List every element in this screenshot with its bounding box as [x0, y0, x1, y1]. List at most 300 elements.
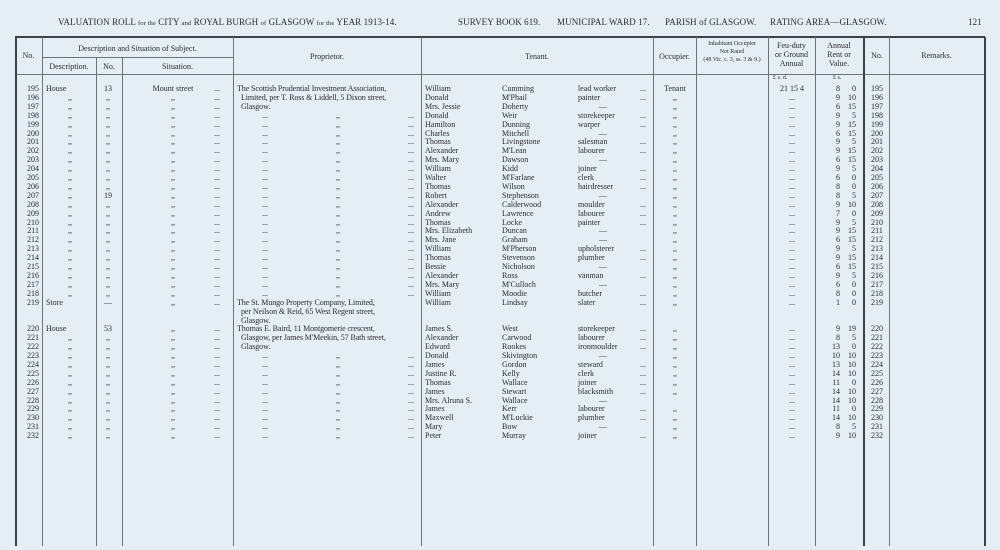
rent-shillings: 15 — [848, 155, 856, 165]
proprietor-dots: ... — [262, 422, 268, 432]
house-number: 53 — [104, 324, 112, 334]
occupation-dots: ... — [640, 324, 646, 334]
description: ,, — [68, 368, 72, 378]
col-annual-rent — [815, 41, 863, 68]
survey-book: SURVEY BOOK 619. — [458, 17, 541, 27]
rent-shillings: 15 — [848, 226, 856, 236]
house-number: ,, — [106, 359, 110, 369]
col-feu-line: Annual — [779, 59, 804, 68]
tenant-occupation: painter — [578, 92, 601, 102]
tenant-occupation: storekeeper — [578, 324, 615, 334]
proprietor-dots: ... — [408, 377, 414, 387]
situation-dots: ... — [214, 253, 220, 263]
description: ,, — [68, 253, 72, 263]
house-number: ,, — [106, 431, 110, 441]
tenant-first-name: Walter — [425, 173, 447, 182]
table-row — [0, 244, 1000, 253]
occupier: ,, — [673, 92, 677, 102]
entry-no-right: 200 — [871, 128, 883, 138]
tenant-occupation: — — [599, 262, 607, 271]
col-situation: Situation. — [162, 62, 193, 71]
description: ,, — [68, 342, 72, 352]
description: ,, — [68, 92, 72, 102]
feu-duty: ... — [789, 359, 795, 369]
rent-shillings: 10 — [848, 368, 856, 378]
occupier: ,, — [673, 226, 677, 236]
table-row — [0, 137, 1000, 146]
situation-dots: ... — [214, 395, 220, 405]
table-row — [0, 146, 1000, 155]
entry-no-right: 232 — [871, 431, 883, 441]
table-row — [0, 191, 1000, 200]
rent-pounds: 14 — [832, 395, 840, 405]
tenant-occupation: — — [599, 279, 607, 289]
tenant-first-name: Mrs. Jessie — [425, 101, 461, 111]
occupation-dots: ... — [640, 359, 646, 369]
situation-dots: ... — [214, 128, 220, 138]
proprietor-dots: ... — [408, 368, 414, 378]
entry-no-right: 227 — [871, 386, 883, 396]
proprietor-ditto: ,, — [336, 431, 340, 441]
description: ,, — [68, 190, 72, 200]
tenant-surname: Calderwood — [502, 199, 542, 209]
tenant-surname: Gordon — [502, 359, 527, 369]
description: ,, — [68, 235, 72, 245]
proprietor-dots: ... — [408, 270, 414, 280]
entry-no: 229 — [27, 404, 39, 414]
rent-shillings: 5 — [852, 244, 856, 254]
occupier: ,, — [673, 368, 677, 378]
house-number: ,, — [106, 386, 110, 396]
title-text: YEAR 1913-14. — [336, 17, 397, 27]
feu-duty: ... — [789, 431, 795, 441]
entry-no: 214 — [27, 253, 39, 263]
proprietor-dots: ... — [408, 173, 414, 182]
situation-dots: ... — [214, 244, 220, 254]
occupier: ,, — [673, 333, 677, 343]
entry-no: 221 — [27, 333, 39, 343]
house-number: ,, — [106, 155, 110, 165]
house-number: ,, — [106, 208, 110, 218]
occupier: ,, — [673, 422, 677, 432]
table-row — [0, 209, 1000, 218]
proprietor-dots: ... — [262, 155, 268, 165]
occupier: ,, — [673, 351, 677, 360]
tenant-surname: Murray — [502, 431, 526, 441]
table-row — [0, 182, 1000, 191]
proprietor-dots: ... — [408, 164, 414, 174]
tenant-first-name: Hamilton — [425, 119, 456, 129]
situation-dots: ... — [214, 217, 220, 227]
rent-shillings: 0 — [852, 84, 856, 93]
rent-shillings: 10 — [848, 351, 856, 360]
proprietor-line: The St. Mungo Property Company, Limited, — [237, 297, 375, 307]
entry-no-right: 203 — [871, 155, 883, 165]
situation-dots: ... — [214, 413, 220, 423]
tenant-first-name: William — [425, 297, 451, 307]
situation-dots: ... — [214, 235, 220, 245]
situation-dots: ... — [214, 119, 220, 129]
tenant-surname: Stephenson — [502, 190, 539, 200]
tenant-first-name: Donald — [425, 110, 449, 120]
occupier: ,, — [673, 431, 677, 441]
entry-no-right: 207 — [871, 190, 883, 200]
proprietor-dots: ... — [408, 217, 414, 227]
occupier: ,, — [673, 359, 677, 369]
col-remarks: Remarks. — [921, 51, 952, 60]
proprietor-ditto: ,, — [336, 119, 340, 129]
col-desc-situation: Description and Situation of Subject. — [78, 44, 197, 53]
description: ,, — [68, 288, 72, 298]
situation-dots: ... — [214, 190, 220, 200]
situation-dots: ... — [214, 208, 220, 218]
proprietor-line: per Neilson & Reid, 65 West Regent street, — [241, 306, 375, 316]
tenant-surname: Doherty — [502, 101, 529, 111]
entry-no-right: 231 — [871, 422, 883, 432]
entry-no-right: 196 — [871, 92, 883, 102]
proprietor-ditto: ,, — [336, 270, 340, 280]
situation: ,, — [171, 351, 175, 360]
house-number: ,, — [106, 351, 110, 360]
rent-pounds: 8 — [836, 422, 840, 432]
tenant-occupation: salesman — [578, 137, 608, 147]
situation-dots: ... — [214, 146, 220, 156]
rent-shillings: 5 — [852, 137, 856, 147]
col-feu-duty — [768, 41, 815, 68]
proprietor-dots: ... — [408, 386, 414, 396]
table-row — [0, 84, 1000, 93]
table-row — [0, 342, 1000, 351]
proprietor-dots: ... — [408, 208, 414, 218]
occupier: ,, — [673, 119, 677, 129]
entry-no-right: 199 — [871, 119, 883, 129]
rent-shillings: 10 — [848, 386, 856, 396]
proprietor-dots: ... — [262, 137, 268, 147]
tenant-occupation: — — [599, 422, 607, 432]
description: ,, — [68, 422, 72, 432]
table-row — [0, 378, 1000, 387]
entry-no-right: 214 — [871, 253, 883, 263]
occupier: ,, — [673, 173, 677, 182]
proprietor-ditto: ,, — [336, 386, 340, 396]
proprietor-ditto: ,, — [336, 253, 340, 263]
situation-dots: ... — [214, 155, 220, 165]
tenant-occupation: joiner — [578, 431, 597, 441]
house-number: ,, — [106, 262, 110, 271]
entry-no: 207 — [27, 190, 39, 200]
proprietor-dots: ... — [408, 422, 414, 432]
rent-pounds: 6 — [836, 101, 840, 111]
situation-dots: ... — [214, 351, 220, 360]
description: Store — [46, 297, 63, 307]
occupation-dots: ... — [640, 253, 646, 263]
tenant-occupation: — — [599, 155, 607, 165]
rent-pounds: 9 — [836, 199, 840, 209]
tenant-first-name: Mrs. Elizabeth — [425, 226, 473, 236]
proprietor-ditto: ,, — [336, 137, 340, 147]
situation-dots: ... — [214, 262, 220, 271]
proprietor-ditto: ,, — [336, 413, 340, 423]
occupation-dots: ... — [640, 288, 646, 298]
feu-duty: ... — [789, 217, 795, 227]
feu-duty: ... — [789, 137, 795, 147]
situation: ,, — [171, 173, 175, 182]
situation: ,, — [171, 190, 175, 200]
proprietor-dots: ... — [262, 377, 268, 387]
rent-pounds: 9 — [836, 431, 840, 441]
house-number: ,, — [106, 110, 110, 120]
proprietor-dots: ... — [262, 110, 268, 120]
rent-shillings: 15 — [848, 101, 856, 111]
rent-pounds: 9 — [836, 146, 840, 156]
rent-shillings: 5 — [852, 110, 856, 120]
col-tenant: Tenant. — [525, 52, 549, 61]
tenant-surname: Skivington — [502, 351, 538, 360]
proprietor-dots: ... — [262, 270, 268, 280]
tenant-first-name: Maxwell — [425, 413, 454, 423]
situation: ,, — [171, 270, 175, 280]
rent-shillings: 10 — [848, 199, 856, 209]
tenant-occupation: butcher — [578, 288, 602, 298]
roll-title — [58, 17, 397, 27]
occupier: ,, — [673, 342, 677, 352]
entry-no: 196 — [27, 92, 39, 102]
description: House — [46, 324, 67, 334]
table-row — [0, 200, 1000, 209]
entry-no: 203 — [27, 155, 39, 165]
table-row — [0, 351, 1000, 360]
situation: ,, — [171, 386, 175, 396]
col-inhabitant-line: Inhabitant Occupier — [708, 41, 756, 47]
col-rent-line: Rent or — [827, 50, 851, 59]
rent-pounds: 14 — [832, 386, 840, 396]
house-number: 13 — [104, 84, 112, 93]
rent-pounds: 10 — [832, 351, 840, 360]
tenant-first-name: James S. — [425, 324, 453, 334]
situation: ,, — [171, 262, 175, 271]
proprietor-line: Thomas E. Baird, 11 Montgomerie crescent, — [237, 324, 375, 334]
tenant-occupation: labourer — [578, 146, 605, 156]
proprietor-dots: ... — [262, 288, 268, 298]
occupation-dots: ... — [640, 110, 646, 120]
entry-no-right: 198 — [871, 110, 883, 120]
occupation-dots: ... — [640, 119, 646, 129]
feu-duty: ... — [789, 190, 795, 200]
tenant-occupation: vanman — [578, 270, 604, 280]
rent-shillings: 15 — [848, 235, 856, 245]
table-row — [0, 280, 1000, 289]
proprietor-ditto: ,, — [336, 377, 340, 387]
occupier: ,, — [673, 377, 677, 387]
entry-no: 213 — [27, 244, 39, 254]
rent-shillings: 10 — [848, 431, 856, 441]
house-number: ,, — [106, 137, 110, 147]
tenant-first-name: Bessie — [425, 262, 446, 271]
title-text: VALUATION ROLL — [58, 17, 136, 27]
entry-no: 231 — [27, 422, 39, 432]
rent-pounds: 9 — [836, 270, 840, 280]
situation: ,, — [171, 288, 175, 298]
entry-no-right: 205 — [871, 173, 883, 182]
rent-shillings: 5 — [852, 190, 856, 200]
tenant-first-name: Donald — [425, 92, 449, 102]
col-feu-line: Feu-duty — [777, 41, 806, 50]
proprietor-dots: ... — [262, 413, 268, 423]
entry-no: 195 — [27, 84, 39, 93]
rent-pounds: 7 — [836, 208, 840, 218]
proprietor-dots: ... — [262, 208, 268, 218]
rent-shillings: 5 — [852, 164, 856, 174]
proprietor-dots: ... — [262, 404, 268, 414]
rent-shillings: 10 — [848, 395, 856, 405]
tenant-surname: Wilson — [502, 181, 525, 191]
entry-no-right: 225 — [871, 368, 883, 378]
title-text: for the — [316, 20, 335, 27]
feu-duty: ... — [789, 395, 795, 405]
feu-duty: ... — [789, 279, 795, 289]
proprietor-dots: ... — [262, 279, 268, 289]
entry-no-right: 201 — [871, 137, 883, 147]
rent-pounds: 9 — [836, 164, 840, 174]
tenant-occupation: — — [599, 395, 607, 405]
rent-pounds: 14 — [832, 413, 840, 423]
situation: ,, — [171, 208, 175, 218]
rent-shillings: 0 — [852, 377, 856, 387]
feu-duty: ... — [789, 146, 795, 156]
occupation-dots: ... — [640, 173, 646, 182]
tenant-surname: Cumming — [502, 84, 535, 93]
entry-no-right: 216 — [871, 270, 883, 280]
description: ,, — [68, 208, 72, 218]
rent-pounds: 9 — [836, 226, 840, 236]
col-occupier: Occupier. — [659, 52, 690, 61]
proprietor-dots: ... — [262, 351, 268, 360]
feu-duty: ... — [789, 101, 795, 111]
proprietor-ditto: ,, — [336, 422, 340, 432]
proprietor-ditto: ,, — [336, 262, 340, 271]
rent-shillings: 10 — [848, 413, 856, 423]
description: ,, — [68, 128, 72, 138]
occupation-dots: ... — [640, 208, 646, 218]
rent-shillings: 15 — [848, 119, 856, 129]
situation: ,, — [171, 297, 175, 307]
situation: Mount street — [152, 84, 194, 93]
description: ,, — [68, 404, 72, 414]
tenant-occupation: moulder — [578, 199, 605, 209]
proprietor-dots: ... — [262, 217, 268, 227]
proprietor-dots: ... — [408, 199, 414, 209]
proprietor-line: Glasgow. — [241, 102, 271, 111]
tenant-surname: Weir — [502, 110, 518, 120]
situation: ,, — [171, 244, 175, 254]
tenant-first-name: Mrs. Jane — [425, 235, 457, 245]
house-number: ,, — [106, 173, 110, 182]
occupier: ,, — [673, 279, 677, 289]
rent-shillings: 10 — [848, 359, 856, 369]
occupier: ,, — [673, 199, 677, 209]
rent-shillings: 0 — [852, 288, 856, 298]
house-number: ,, — [106, 226, 110, 236]
feu-duty: ... — [789, 253, 795, 263]
table-row — [0, 333, 1000, 342]
tenant-first-name: Mary — [425, 422, 443, 432]
rent-pounds: 6 — [836, 235, 840, 245]
tenant-first-name: William — [425, 244, 451, 254]
col-no: No. — [22, 51, 35, 60]
tenant-surname: Bow — [502, 422, 518, 432]
entry-no-right: 220 — [871, 324, 883, 334]
tenant-surname: Carwood — [502, 333, 532, 343]
entry-no: 218 — [27, 288, 39, 298]
rent-pounds: 9 — [836, 324, 840, 334]
proprietor-dots: ... — [262, 244, 268, 254]
proprietor-ditto: ,, — [336, 110, 340, 120]
description: ,, — [68, 217, 72, 227]
tenant-surname: Mitchell — [502, 128, 530, 138]
tenant-first-name: James — [425, 386, 445, 396]
situation: ,, — [171, 181, 175, 191]
house-number: ,, — [106, 333, 110, 343]
situation-dots: ... — [214, 422, 220, 432]
tenant-surname: M'Culloch — [502, 279, 536, 289]
proprietor-dots: ... — [408, 351, 414, 360]
table-row — [0, 289, 1000, 298]
tenant-occupation: labourer — [578, 404, 605, 414]
proprietor-line: Glasgow. — [241, 342, 271, 352]
tenant-occupation: steward — [578, 359, 603, 369]
entry-no: 209 — [27, 208, 39, 218]
tenant-occupation: joiner — [578, 377, 597, 387]
situation-dots: ... — [214, 324, 220, 334]
rent-pounds: 8 — [836, 288, 840, 298]
occupation-dots: ... — [640, 244, 646, 254]
occupation-dots: ... — [640, 164, 646, 174]
feu-duty: ... — [789, 128, 795, 138]
rent-pounds: 9 — [836, 110, 840, 120]
parish: PARISH of GLASGOW. — [665, 17, 757, 27]
tenant-surname: M'Farlane — [502, 173, 535, 182]
rent-shillings: 5 — [852, 270, 856, 280]
rent-shillings: 5 — [852, 422, 856, 432]
table-row — [0, 93, 1000, 102]
feu-duty: ... — [789, 208, 795, 218]
feu-duty: ... — [789, 422, 795, 432]
description: ,, — [68, 395, 72, 405]
description: House — [46, 84, 67, 93]
table-row — [0, 155, 1000, 164]
tenant-first-name: Mrs. Mary — [425, 279, 460, 289]
house-number: ,, — [106, 422, 110, 432]
tenant-occupation: — — [599, 190, 607, 200]
tenant-occupation: clerk — [578, 368, 594, 378]
entry-no: 232 — [27, 431, 39, 441]
entry-no: 224 — [27, 359, 39, 369]
tenant-first-name: Mrs. Mary — [425, 155, 460, 165]
situation: ,, — [171, 235, 175, 245]
tenant-occupation: — — [599, 226, 607, 236]
tenant-surname: Kidd — [502, 164, 518, 174]
table-row — [0, 404, 1000, 413]
entry-no: 198 — [27, 110, 39, 120]
tenant-first-name: Andrew — [425, 208, 451, 218]
description: ,, — [68, 181, 72, 191]
rent-pounds: 1 — [836, 297, 840, 307]
occupier: ,, — [673, 181, 677, 191]
description: ,, — [68, 270, 72, 280]
feu-duty: ... — [789, 199, 795, 209]
tenant-surname: Rookes — [502, 342, 526, 352]
proprietor-line: Glasgow, per James M'Meekin, 57 Bath street, — [241, 333, 386, 343]
